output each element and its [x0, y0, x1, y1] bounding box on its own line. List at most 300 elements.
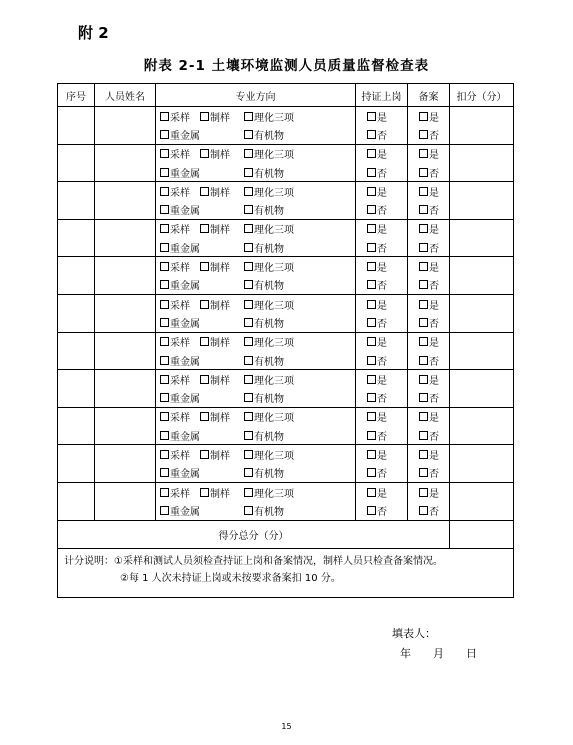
name-cell[interactable]: [95, 144, 156, 182]
checkbox-icon: [367, 130, 376, 139]
checkbox-icon: [367, 224, 376, 233]
cert-no[interactable]: [367, 428, 387, 443]
option-label: 否: [377, 394, 387, 406]
checkbox-icon: [244, 168, 253, 177]
checkbox-icon: [244, 450, 253, 459]
cert-cell: [356, 182, 408, 220]
year-label: 年: [400, 647, 411, 660]
record-no[interactable]: [419, 127, 439, 142]
checkbox-icon: [244, 356, 253, 365]
option-label: 重金属: [170, 506, 200, 518]
checkbox-icon: [200, 300, 209, 309]
option-organic[interactable]: [244, 503, 288, 518]
cert-cell: [356, 107, 408, 145]
option-physchem[interactable]: [244, 259, 294, 274]
option-label: 有机物: [254, 243, 284, 255]
cert-yes[interactable]: [367, 334, 387, 349]
checkbox-icon: [367, 112, 376, 121]
option-sample-prep[interactable]: [200, 372, 244, 387]
name-cell[interactable]: [95, 107, 156, 145]
option-label: 是: [429, 338, 439, 350]
option-label: 是: [429, 187, 439, 199]
option-label: 有机物: [254, 431, 284, 443]
cert-no[interactable]: [367, 315, 387, 330]
checkbox-icon: [160, 187, 169, 196]
name-cell[interactable]: [95, 332, 156, 370]
option-organic[interactable]: [244, 315, 288, 330]
cert-no[interactable]: [367, 202, 387, 217]
cert-no[interactable]: [367, 503, 387, 518]
notes-row: [58, 548, 514, 597]
checkbox-icon: [244, 205, 253, 214]
option-label: 理化三项: [254, 187, 294, 199]
option-label: 是: [377, 488, 387, 500]
option-heavy-metal[interactable]: [160, 353, 244, 368]
filler-label: 填表人：: [392, 627, 436, 640]
option-label: 采样: [170, 413, 190, 425]
checkbox-icon: [367, 393, 376, 402]
record-no[interactable]: [419, 465, 439, 480]
option-physchem[interactable]: [244, 334, 294, 349]
cert-cell: [356, 144, 408, 182]
cert-yes[interactable]: [367, 297, 387, 312]
record-cell: [408, 332, 450, 370]
option-sample-prep[interactable]: [200, 334, 244, 349]
option-label: 否: [377, 318, 387, 330]
checkbox-icon: [160, 243, 169, 252]
table-row: [58, 219, 514, 257]
major-cell: [156, 407, 356, 445]
seq-cell[interactable]: [58, 219, 95, 257]
option-label: 理化三项: [254, 450, 294, 462]
option-label: 有机物: [254, 469, 284, 481]
option-sample-prep[interactable]: [200, 297, 244, 312]
option-sample-prep[interactable]: [200, 485, 244, 500]
cert-no[interactable]: [367, 127, 387, 142]
checkbox-icon: [367, 356, 376, 365]
checkbox-icon: [419, 149, 428, 158]
record-yes[interactable]: [419, 259, 439, 274]
option-label: 否: [429, 394, 439, 406]
record-no[interactable]: [419, 315, 439, 330]
option-heavy-metal[interactable]: [160, 315, 244, 330]
cert-no[interactable]: [367, 240, 387, 255]
table-body: [58, 107, 514, 598]
option-label: 是: [429, 263, 439, 275]
record-no[interactable]: [419, 390, 439, 405]
checkbox-icon: [367, 280, 376, 289]
option-physchem[interactable]: [244, 146, 294, 161]
option-label: 是: [377, 187, 387, 199]
record-cell: [408, 219, 450, 257]
checkbox-icon: [244, 412, 253, 421]
deduct-cell[interactable]: [450, 107, 514, 145]
option-label: 采样: [170, 187, 190, 199]
header-seq: 序号: [58, 84, 95, 107]
option-physchem[interactable]: [244, 221, 294, 236]
checkbox-icon: [160, 356, 169, 365]
checkbox-icon: [419, 187, 428, 196]
total-label: 得分总分（分）: [58, 520, 450, 548]
option-label: 重金属: [170, 281, 200, 293]
option-heavy-metal[interactable]: [160, 240, 244, 255]
checkbox-icon: [200, 450, 209, 459]
checkbox-icon: [419, 112, 428, 121]
checkbox-icon: [200, 262, 209, 271]
cert-yes[interactable]: [367, 372, 387, 387]
total-score-cell[interactable]: [450, 520, 514, 548]
name-cell[interactable]: [95, 294, 156, 332]
deduct-cell[interactable]: [450, 257, 514, 295]
option-label: 有机物: [254, 281, 284, 293]
option-label: 制样: [210, 150, 230, 162]
option-label: 否: [377, 168, 387, 180]
option-heavy-metal[interactable]: [160, 165, 244, 180]
option-heavy-metal[interactable]: [160, 503, 244, 518]
cert-cell: [356, 219, 408, 257]
option-label: 是: [429, 375, 439, 387]
checkbox-icon: [244, 243, 253, 252]
checkbox-icon: [160, 168, 169, 177]
option-organic[interactable]: [244, 465, 288, 480]
checkbox-icon: [367, 375, 376, 384]
record-cell: [408, 294, 450, 332]
option-label: 理化三项: [254, 112, 294, 124]
option-label: 理化三项: [254, 338, 294, 350]
name-cell[interactable]: [95, 257, 156, 295]
deduct-cell[interactable]: [450, 144, 514, 182]
record-yes[interactable]: [419, 109, 439, 124]
checkbox-icon: [244, 149, 253, 158]
option-label: 是: [377, 150, 387, 162]
option-label: 制样: [210, 187, 230, 199]
record-no[interactable]: [419, 503, 439, 518]
checkbox-icon: [160, 112, 169, 121]
checkbox-icon: [367, 318, 376, 327]
record-yes[interactable]: [419, 184, 439, 199]
checkbox-icon: [419, 375, 428, 384]
option-physchem[interactable]: [244, 447, 294, 462]
checkbox-icon: [367, 488, 376, 497]
option-heavy-metal[interactable]: [160, 428, 244, 443]
checkbox-icon: [244, 318, 253, 327]
option-label: 重金属: [170, 431, 200, 443]
option-label: 否: [429, 243, 439, 255]
major-cell: [156, 445, 356, 483]
seq-cell[interactable]: [58, 294, 95, 332]
option-label: 重金属: [170, 206, 200, 218]
checkbox-icon: [160, 224, 169, 233]
checkbox-icon: [419, 130, 428, 139]
checkbox-icon: [419, 468, 428, 477]
checkbox-icon: [244, 375, 253, 384]
deduct-cell[interactable]: [450, 370, 514, 408]
name-cell[interactable]: [95, 182, 156, 220]
checkbox-icon: [419, 280, 428, 289]
header-deduct: 扣分（分）: [450, 84, 514, 107]
option-label: 采样: [170, 150, 190, 162]
option-heavy-metal[interactable]: [160, 390, 244, 405]
option-label: 理化三项: [254, 375, 294, 387]
record-yes[interactable]: [419, 221, 439, 236]
option-heavy-metal[interactable]: [160, 202, 244, 217]
cert-yes[interactable]: [367, 221, 387, 236]
cert-yes[interactable]: [367, 259, 387, 274]
cert-yes[interactable]: [367, 184, 387, 199]
option-label: 有机物: [254, 394, 284, 406]
cert-cell: [356, 257, 408, 295]
page-number: 15: [281, 722, 292, 731]
deduct-cell[interactable]: [450, 482, 514, 520]
checkbox-icon: [160, 149, 169, 158]
record-cell: [408, 107, 450, 145]
option-heavy-metal[interactable]: [160, 465, 244, 480]
cert-no[interactable]: [367, 277, 387, 292]
checkbox-icon: [200, 187, 209, 196]
cert-yes[interactable]: [367, 409, 387, 424]
option-sample-prep[interactable]: [200, 409, 244, 424]
option-label: 否: [377, 130, 387, 142]
option-sample-prep[interactable]: [200, 109, 244, 124]
deduct-cell[interactable]: [450, 219, 514, 257]
option-organic[interactable]: [244, 165, 288, 180]
option-physchem[interactable]: [244, 184, 294, 199]
seq-cell[interactable]: [58, 482, 95, 520]
record-cell: [408, 370, 450, 408]
option-label: 理化三项: [254, 263, 294, 275]
major-cell: [156, 332, 356, 370]
checkbox-icon: [244, 112, 253, 121]
record-cell: [408, 182, 450, 220]
option-organic[interactable]: [244, 390, 288, 405]
option-label: 是: [377, 338, 387, 350]
note-line-1: 计分说明：①采样和测试人员须检查持证上岗和备案情况，制样人员只检查备案情况。: [64, 555, 443, 567]
option-sampling[interactable]: [160, 184, 200, 199]
deduct-cell[interactable]: [450, 294, 514, 332]
checkbox-icon: [419, 431, 428, 440]
cert-yes[interactable]: [367, 146, 387, 161]
option-label: 否: [429, 130, 439, 142]
record-yes[interactable]: [419, 447, 439, 462]
record-cell: [408, 445, 450, 483]
checkbox-icon: [244, 130, 253, 139]
record-yes[interactable]: [419, 146, 439, 161]
option-sampling[interactable]: [160, 109, 200, 124]
checkbox-icon: [419, 450, 428, 459]
checkbox-icon: [160, 300, 169, 309]
checkbox-icon: [244, 280, 253, 289]
checkbox-icon: [160, 488, 169, 497]
option-sampling[interactable]: [160, 221, 200, 236]
cert-cell: [356, 332, 408, 370]
option-label: 采样: [170, 375, 190, 387]
option-physchem[interactable]: [244, 297, 294, 312]
total-row: [58, 520, 514, 548]
option-organic[interactable]: [244, 240, 288, 255]
record-yes[interactable]: [419, 334, 439, 349]
table-row: [58, 144, 514, 182]
option-label: 是: [429, 488, 439, 500]
option-label: 制样: [210, 300, 230, 312]
deduct-cell[interactable]: [450, 182, 514, 220]
option-label: 否: [429, 506, 439, 518]
deduct-cell[interactable]: [450, 407, 514, 445]
option-sample-prep[interactable]: [200, 447, 244, 462]
header-row: [58, 84, 514, 107]
option-physchem[interactable]: [244, 409, 294, 424]
option-label: 制样: [210, 375, 230, 387]
option-label: 是: [429, 225, 439, 237]
checkbox-icon: [419, 300, 428, 309]
checkbox-icon: [367, 187, 376, 196]
option-label: 否: [429, 469, 439, 481]
option-label: 否: [377, 506, 387, 518]
option-physchem[interactable]: [244, 109, 294, 124]
checkbox-icon: [419, 337, 428, 346]
checkbox-icon: [160, 468, 169, 477]
seq-cell[interactable]: [58, 407, 95, 445]
major-cell: [156, 182, 356, 220]
record-no[interactable]: [419, 277, 439, 292]
option-label: 否: [429, 281, 439, 293]
option-physchem[interactable]: [244, 485, 294, 500]
option-sample-prep[interactable]: [200, 221, 244, 236]
record-yes[interactable]: [419, 409, 439, 424]
record-no[interactable]: [419, 353, 439, 368]
name-cell[interactable]: [95, 370, 156, 408]
option-heavy-metal[interactable]: [160, 277, 244, 292]
checkbox-icon: [160, 431, 169, 440]
option-label: 制样: [210, 488, 230, 500]
option-organic[interactable]: [244, 428, 288, 443]
option-sampling[interactable]: [160, 409, 200, 424]
option-sampling[interactable]: [160, 372, 200, 387]
record-yes[interactable]: [419, 372, 439, 387]
option-label: 重金属: [170, 394, 200, 406]
option-sample-prep[interactable]: [200, 184, 244, 199]
option-organic[interactable]: [244, 277, 288, 292]
option-label: 否: [429, 318, 439, 330]
record-yes[interactable]: [419, 485, 439, 500]
deduct-cell[interactable]: [450, 445, 514, 483]
option-organic[interactable]: [244, 353, 288, 368]
record-no[interactable]: [419, 240, 439, 255]
option-sampling[interactable]: [160, 447, 200, 462]
option-label: 是: [377, 450, 387, 462]
option-label: 有机物: [254, 168, 284, 180]
checkbox-icon: [244, 431, 253, 440]
record-yes[interactable]: [419, 297, 439, 312]
checkbox-icon: [160, 393, 169, 402]
option-label: 采样: [170, 488, 190, 500]
option-label: 采样: [170, 112, 190, 124]
name-cell[interactable]: [95, 407, 156, 445]
seq-cell[interactable]: [58, 445, 95, 483]
option-sampling[interactable]: [160, 146, 200, 161]
option-sampling[interactable]: [160, 334, 200, 349]
record-no[interactable]: [419, 165, 439, 180]
checkbox-icon: [160, 506, 169, 515]
option-sample-prep[interactable]: [200, 259, 244, 274]
option-label: 是: [429, 450, 439, 462]
seq-cell[interactable]: [58, 257, 95, 295]
option-organic[interactable]: [244, 202, 288, 217]
name-cell[interactable]: [95, 482, 156, 520]
cert-cell: [356, 445, 408, 483]
option-sampling[interactable]: [160, 259, 200, 274]
option-label: 理化三项: [254, 488, 294, 500]
table-row: [58, 482, 514, 520]
major-cell: [156, 294, 356, 332]
cert-yes[interactable]: [367, 109, 387, 124]
option-label: 采样: [170, 263, 190, 275]
major-cell: [156, 219, 356, 257]
seq-cell[interactable]: [58, 182, 95, 220]
seq-cell[interactable]: [58, 144, 95, 182]
option-label: 采样: [170, 300, 190, 312]
option-sample-prep[interactable]: [200, 146, 244, 161]
cert-yes[interactable]: [367, 447, 387, 462]
option-label: 重金属: [170, 130, 200, 142]
option-label: 采样: [170, 338, 190, 350]
cert-no[interactable]: [367, 165, 387, 180]
option-label: 否: [429, 356, 439, 368]
option-organic[interactable]: [244, 127, 288, 142]
cert-no[interactable]: [367, 390, 387, 405]
checkbox-icon: [367, 168, 376, 177]
record-no[interactable]: [419, 202, 439, 217]
option-sampling[interactable]: [160, 485, 200, 500]
option-label: 是: [429, 300, 439, 312]
checkbox-icon: [367, 262, 376, 271]
cert-cell: [356, 407, 408, 445]
checkbox-icon: [200, 375, 209, 384]
seq-cell[interactable]: [58, 370, 95, 408]
cert-no[interactable]: [367, 465, 387, 480]
option-label: 否: [377, 356, 387, 368]
option-label: 理化三项: [254, 150, 294, 162]
checkbox-icon: [244, 506, 253, 515]
cert-yes[interactable]: [367, 485, 387, 500]
name-cell[interactable]: [95, 445, 156, 483]
option-label: 制样: [210, 338, 230, 350]
option-label: 是: [377, 112, 387, 124]
deduct-cell[interactable]: [450, 332, 514, 370]
option-label: 采样: [170, 225, 190, 237]
table-row: [58, 182, 514, 220]
option-physchem[interactable]: [244, 372, 294, 387]
checkbox-icon: [244, 262, 253, 271]
seq-cell[interactable]: [58, 107, 95, 145]
checkbox-icon: [367, 243, 376, 252]
table-row: [58, 257, 514, 295]
record-no[interactable]: [419, 428, 439, 443]
seq-cell[interactable]: [58, 332, 95, 370]
record-cell: [408, 407, 450, 445]
option-label: 制样: [210, 112, 230, 124]
record-cell: [408, 144, 450, 182]
option-heavy-metal[interactable]: [160, 127, 244, 142]
cert-no[interactable]: [367, 353, 387, 368]
option-sampling[interactable]: [160, 297, 200, 312]
inspection-table: [57, 83, 514, 598]
option-label: 是: [429, 150, 439, 162]
option-label: 否: [429, 431, 439, 443]
name-cell[interactable]: [95, 219, 156, 257]
option-label: 理化三项: [254, 413, 294, 425]
option-label: 是: [377, 225, 387, 237]
checkbox-icon: [160, 375, 169, 384]
